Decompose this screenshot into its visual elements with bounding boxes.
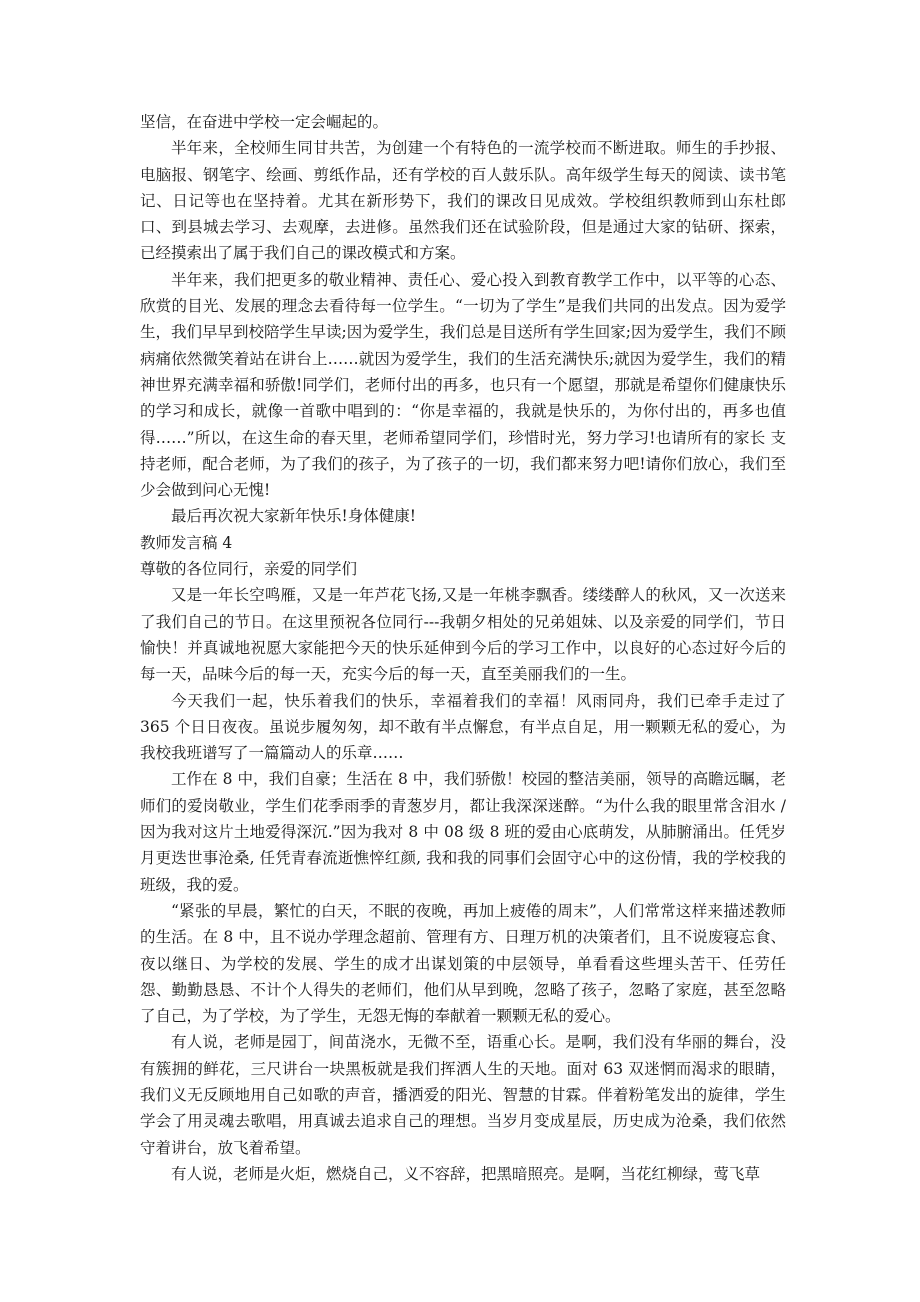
paragraph: 又是一年长空鸣雁，又是一年芦花飞扬,又是一年桃李飘香。缕缕醉人的秋风，又一次送来了我们自己的节日。在这里预祝各位同行---我朝夕相处的兄弟姐妹、以及亲爱的同学们，节日愉快！并真诚地祝愿大家能把今天的快乐延伸到今后的学习工作中，以良好的心态过好今后的每一天，品味今后的每一天，充实今后的每一天，直至美丽我们的一生。 bbox=[140, 586, 786, 684]
paragraph: 工作在 8 中，我们自豪；生活在 8 中，我们骄傲！校园的整洁美丽，领导的高瞻远瞩，老师们的爱岗敬业，学生们花季雨季的青葱岁月，都让我深深迷醉。“为什么我的眼里常含泪水 / 因为我对这片土地爱得深沉.”因为我对 8 中 08 级 8 班的爱由心底萌发，从肺腑涌出。任凭岁月更迭世事沧桑, 任凭青春流逝憔悴红颜, 我和我的同事们会固守心中的这份情，我的学校我的班级，我的爱。 bbox=[140, 770, 786, 894]
paragraph: 有人说，老师是火炬，燃烧自己，义不容辞，把黑暗照亮。是啊，当花红柳绿，莺飞草 bbox=[171, 1164, 761, 1183]
paragraph: 坚信，在奋进中学校一定会崛起的。 bbox=[140, 113, 389, 131]
paragraph: 今天我们一起，快乐着我们的快乐，幸福着我们的幸福！风雨同舟，我们已牵手走过了 365 个日日夜夜。虽说步履匆匆，却不敢有半点懈怠，有半点自足，用一颗颗无私的爱心，为我校我班谱写了一篇篇动人的乐章…… bbox=[140, 691, 786, 763]
section-heading: 教师发言稿 4 bbox=[140, 533, 233, 552]
paragraph: 半年来，我们把更多的敬业精神、责任心、爱心投入到教育教学工作中，以平等的心态、欣赏的目光、发展的理念去看待每一位学生。“一切为了学生”是我们共同的出发点。因为爱学生，我们早早到校陪学生早读;因为爱学生，我们总是目送所有学生回家;因为爱学生，我们不顾病痛依然微笑着站在讲台上……就因为爱学生，我们的生活充满快乐;就因为爱学生，我们的精神世界充满幸福和骄傲!同学们，老师付出的再多，也只有一个愿望，那就是希望你们健康快乐的学习和成长，就像一首歌中唱到的：“你是幸福的，我就是快乐的，为你付出的，再多也值得……”所以，在这生命的春天里，老师希望同学们，珍惜时光，努力学习!也请所有的家长 支持老师，配合老师，为了我们的孩子，为了孩子的一切，我们都来努力吧!请你们放心，我们至少会做到问心无愧! bbox=[140, 270, 786, 500]
paragraph: 半年来，全校师生同甘共苦，为创建一个有特色的一流学校而不断进取。师生的手抄报、电脑报、钢笔字、绘画、剪纸作品，还有学校的百人鼓乐队。高年级学生每天的阅读、读书笔记、日记等也在坚持着。尤其在新形势下，我们的课改日见成效。学校组织教师到山东杜郎口、到县城去学习、去观摩，去进修。虽然我们还在试验阶段，但是通过大家的钻研、探索，已经摸索出了属于我们自己的课改模式和方案。 bbox=[140, 139, 786, 263]
paragraph: “紧张的早晨，繁忙的白天，不眠的夜晚，再加上疲倦的周末”，人们常常这样来描述教师的生活。在 8 中，且不说办学理念超前、管理有方、日理万机的决策者们，且不说废寝忘食、夜以继日、为学校的发展、学生的成才出谋划策的中层领导，单看看这些埋头苦干、任劳任怨、勤勤恳恳、不计个人得失的老师们，他们从早到晚，忽略了孩子，忽略了家庭，甚至忽略了自己，为了学校，为了学生，无怨无悔的奉献着一颗颗无私的爱心。 bbox=[140, 901, 786, 1026]
document-body bbox=[140, 109, 786, 1187]
paragraph: 有人说，老师是园丁，间苗浇水，无微不至，语重心长。是啊，我们没有华丽的舞台，没有簇拥的鲜花，三尺讲台一块黑板就是我们挥洒人生的天地。面对 63 双迷惘而渴求的眼睛，我们义无反顾地用自己如歌的声音，播洒爱的阳光、智慧的甘霖。伴着粉笔发出的旋律，学生学会了用灵魂去歌唱，用真诚去追求自己的理想。当岁月变成星辰，历史成为沧桑，我们依然守着讲台，放飞着希望。 bbox=[140, 1033, 786, 1157]
salutation: 尊敬的各位同行，亲爱的同学们 bbox=[140, 560, 358, 579]
paragraph: 最后再次祝大家新年快乐!身体健康! bbox=[171, 507, 416, 526]
